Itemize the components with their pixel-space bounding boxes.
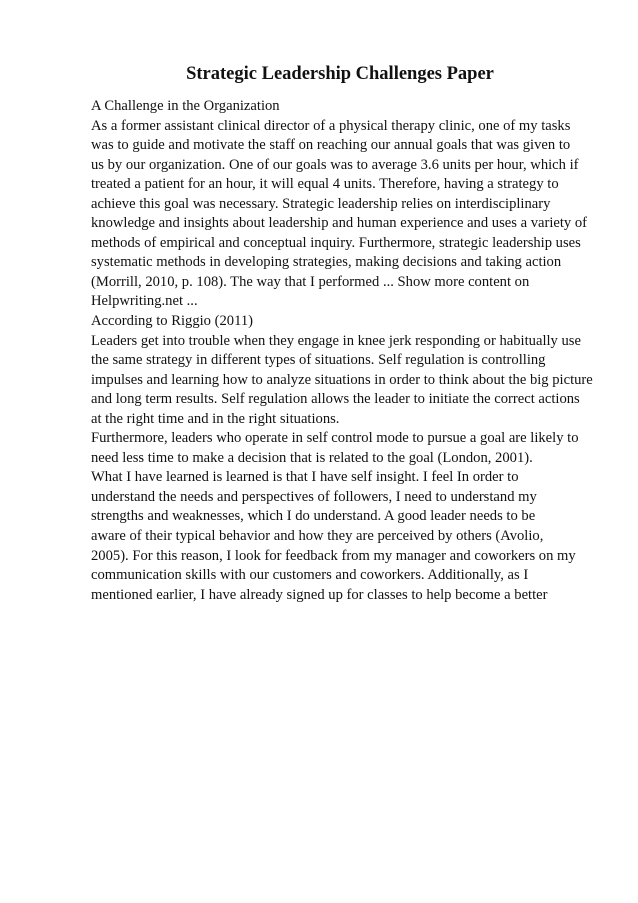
text-line: at the right time and in the right situations.	[91, 410, 340, 427]
text-line: was to guide and motivate the staff on reaching our annual goals that was given to	[91, 137, 571, 154]
text-line: understand the needs and perspectives of followers, I need to understand my	[91, 488, 537, 505]
text-line: 2005). For this reason, I look for feedback from my manager and coworkers on my	[91, 547, 576, 564]
text-line: A Challenge in the Organization	[91, 98, 280, 114]
text-line: strengths and weaknesses, which I do understand. A good leader needs to be	[91, 508, 536, 525]
text-line: need less time to make a decision that is related to the goal (London, 2001).	[91, 449, 533, 466]
text-line: and long term results. Self regulation allows the leader to initiate the correct actions	[91, 391, 580, 408]
text-line: Leaders get into trouble when they engage in knee jerk responding or habitually use	[91, 332, 581, 349]
text-line: Helpwriting.net ...	[91, 293, 198, 310]
text-line: Furthermore, leaders who operate in self control mode to pursue a goal are likely to	[91, 430, 579, 447]
text-line: According to Riggio (2011)	[91, 313, 253, 330]
text-line: mentioned earlier, I have already signed up for classes to help become a better	[91, 586, 548, 603]
document-body	[91, 97, 631, 605]
text-line: impulses and learning how to analyze situations in order to think about the big picture	[91, 371, 593, 388]
text-line: us by our organization. One of our goals was to average 3.6 units per hour, which if	[91, 156, 579, 173]
text-line: aware of their typical behavior and how they are perceived by others (Avolio,	[91, 528, 544, 545]
text-line: What I have learned is learned is that I have self insight. I feel In order to	[91, 469, 519, 486]
text-line: systematic methods in developing strategies, making decisions and taking action	[91, 254, 562, 271]
text-line: achieve this goal was necessary. Strategic leadership relies on interdisciplinary	[91, 195, 551, 212]
text-line: methods of empirical and conceptual inquiry. Furthermore, strategic leadership uses	[91, 234, 581, 251]
text-line: knowledge and insights about leadership and human experience and uses a variety of	[91, 215, 588, 232]
text-line: the same strategy in different types of situations. Self regulation is controlling	[91, 352, 546, 369]
document-title: Strategic Leadership Challenges Paper	[186, 64, 494, 84]
text-line: As a former assistant clinical director of a physical therapy clinic, one of my tasks	[91, 117, 571, 134]
text-line: treated a patient for an hour, it will equal 4 units. Therefore, having a strategy to	[91, 176, 559, 193]
text-line: communication skills with our customers and coworkers. Additionally, as I	[91, 567, 529, 584]
text-line: (Morrill, 2010, p. 108). The way that I performed ... Show more content on	[91, 273, 530, 290]
